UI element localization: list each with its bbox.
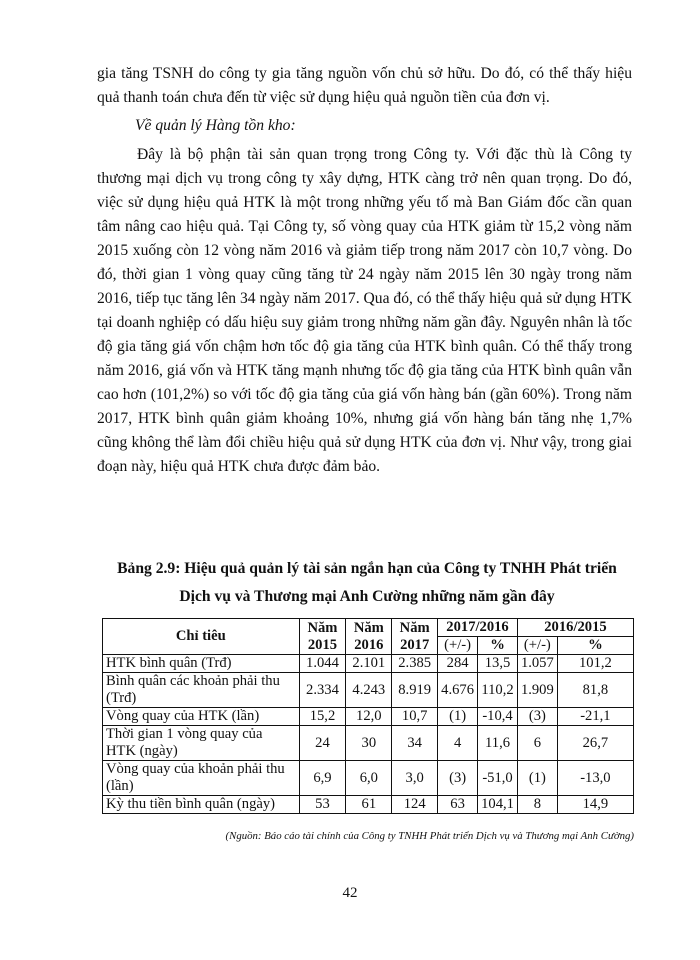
cell-pct-change-1: -51,0: [478, 761, 518, 796]
cell-2016: 61: [346, 796, 392, 814]
cell-2016: 4.243: [346, 673, 392, 708]
header-2017-vs-2016: 2017/2016: [438, 619, 518, 637]
cell-2017: 124: [392, 796, 438, 814]
row-label: Kỳ thu tiền bình quân (ngày): [103, 796, 300, 814]
header-year-2016: Năm 2016: [346, 619, 392, 655]
table-row: [103, 655, 634, 673]
row-label: Bình quân các khoản phải thu (Trđ): [103, 673, 300, 708]
cell-abs-change-2: 8: [517, 796, 557, 814]
header-2016-vs-2015: 2016/2015: [517, 619, 633, 637]
cell-2015: 6,9: [299, 761, 346, 796]
cell-pct-change-2: 101,2: [557, 655, 633, 673]
efficiency-table: [102, 618, 634, 814]
table-row: [103, 673, 634, 708]
cell-2015: 2.334: [299, 673, 346, 708]
cell-2015: 15,2: [299, 708, 346, 726]
cell-2017: 2.385: [392, 655, 438, 673]
cell-2017: 3,0: [392, 761, 438, 796]
cell-pct-change-2: -13,0: [557, 761, 633, 796]
table-row: [103, 726, 634, 761]
cell-abs-change-2: (1): [517, 761, 557, 796]
row-label: HTK bình quân (Trđ): [103, 655, 300, 673]
row-label: Thời gian 1 vòng quay của HTK (ngày): [103, 726, 300, 761]
cell-abs-change-2: 1.057: [517, 655, 557, 673]
paragraph-inventory-analysis: Đây là bộ phận tài sản quan trọng trong Công ty. Với đặc thù là Công ty thương mại dịch vụ trong công ty xây dựng, HTK càng trở nên quan trọng. Do đó, việc sử dụng hiệu quả HTK là một trong những yếu tố mà Ban Giám đốc cần quan tâm nâng cao hiệu quả. Tại Công ty, số vòng quay của HTK giảm từ 15,2 vòng năm 2015 xuống còn 12 vòng năm 2016 và giảm tiếp trong năm 2017 còn 10,7 vòng. Do đó, thời gian 1 vòng quay cũng tăng từ 24 ngày năm 2015 lên 30 ngày trong năm 2016, tiếp tục tăng lên 34 ngày năm 2017. Qua đó, có thể thấy hiệu quả sử dụng HTK tại doanh nghiệp có dấu hiệu suy giảm trong những năm gần đây. Nguyên nhân là tốc độ gia tăng giá vốn chậm hơn tốc độ gia tăng của HTK bình quân. Có thể thấy trong năm 2016, giá vốn và HTK tăng mạnh nhưng tốc độ gia tăng của HTK bình quân vẫn cao hơn (101,2%) so với tốc độ gia tăng của giá vốn hàng bán (gần 60%). Trong năm 2017, HTK bình quân giảm khoảng 10%, nhưng giá vốn hàng bán tăng nhẹ 1,7% cũng không thể làm đổi chiều hiệu quả sử dụng HTK của đơn vị. Như vậy, trong giai đoạn này, hiệu quả HTK chưa được đảm bảo.: [97, 146, 632, 475]
cell-2016: 12,0: [346, 708, 392, 726]
cell-2015: 1.044: [299, 655, 346, 673]
cell-abs-change-2: 6: [517, 726, 557, 761]
cell-pct-change-1: 13,5: [478, 655, 518, 673]
table-row: [103, 708, 634, 726]
cell-2016: 6,0: [346, 761, 392, 796]
cell-pct-change-1: 104,1: [478, 796, 518, 814]
table-header-row: [103, 619, 634, 637]
row-label: Vòng quay của khoản phải thu (lần): [103, 761, 300, 796]
cell-2015: 53: [299, 796, 346, 814]
cell-abs-change-2: (3): [517, 708, 557, 726]
header-indicator: Chỉ tiêu: [103, 619, 300, 655]
cell-2016: 2.101: [346, 655, 392, 673]
cell-2017: 8.919: [392, 673, 438, 708]
cell-pct-change-2: 26,7: [557, 726, 633, 761]
cell-abs-change-2: 1.909: [517, 673, 557, 708]
subheader-pct-change-1: %: [478, 637, 518, 655]
cell-abs-change-1: 284: [438, 655, 478, 673]
cell-2015: 24: [299, 726, 346, 761]
cell-abs-change-1: 4: [438, 726, 478, 761]
cell-pct-change-1: 110,2: [478, 673, 518, 708]
page-number: 42: [342, 885, 358, 901]
cell-abs-change-1: (1): [438, 708, 478, 726]
cell-pct-change-2: 81,8: [557, 673, 633, 708]
table-row: [103, 796, 634, 814]
cell-2017: 34: [392, 726, 438, 761]
header-year-2017: Năm 2017: [392, 619, 438, 655]
cell-pct-change-2: 14,9: [557, 796, 633, 814]
cell-2017: 10,7: [392, 708, 438, 726]
cell-abs-change-1: 4.676: [438, 673, 478, 708]
paragraph-intro: gia tăng TSNH do công ty gia tăng nguồn vốn chủ sở hữu. Do đó, có thể thấy hiệu quả thanh toán chưa đến từ việc sử dụng hiệu quả nguồn tiền của đơn vị.: [97, 65, 632, 106]
header-year-2015: Năm 2015: [299, 619, 346, 655]
subheader-pct-change-2: %: [557, 637, 633, 655]
table-caption-line-2: Dịch vụ và Thương mại Anh Cường những năm gần đây: [179, 588, 555, 605]
cell-abs-change-1: 63: [438, 796, 478, 814]
cell-pct-change-1: 11,6: [478, 726, 518, 761]
subheader-abs-change-2: (+/-): [517, 637, 557, 655]
section-heading-inventory: Về quản lý Hàng tồn kho:: [135, 117, 296, 134]
cell-pct-change-1: -10,4: [478, 708, 518, 726]
table-source-note: (Nguồn: Báo cáo tài chính của Công ty TNHH Phát triển Dịch vụ và Thương mại Anh Cường): [225, 830, 634, 842]
cell-pct-change-2: -21,1: [557, 708, 633, 726]
subheader-abs-change-1: (+/-): [438, 637, 478, 655]
cell-2016: 30: [346, 726, 392, 761]
cell-abs-change-1: (3): [438, 761, 478, 796]
row-label: Vòng quay của HTK (lần): [103, 708, 300, 726]
table-caption-line-1: Bảng 2.9: Hiệu quả quản lý tài sản ngắn hạn của Công ty TNHH Phát triển: [117, 560, 617, 577]
table-row: [103, 761, 634, 796]
